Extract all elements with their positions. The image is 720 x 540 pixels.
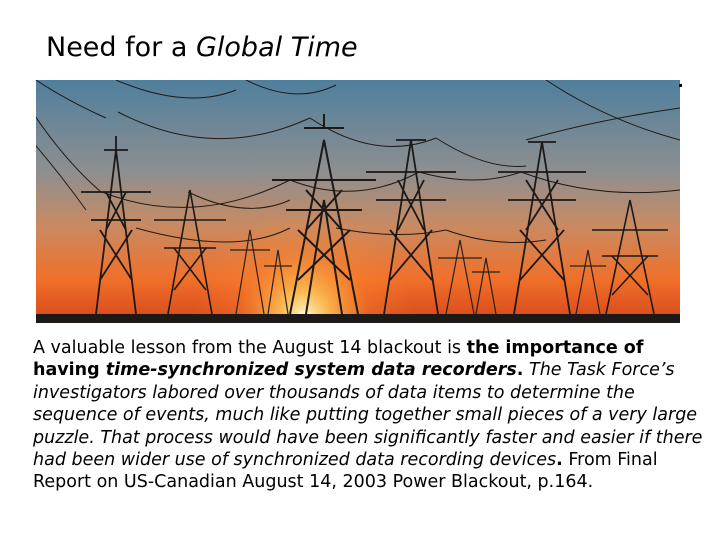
body-part-5: The Task Force’s investigators labored over thousands of data items to determine the sequence of events, much like putting together small pieces of a very large puzzle. That process would have been significantly faster and easier if there had been wider use of synchronized data recording devices: [33, 360, 703, 471]
ground: [36, 314, 680, 323]
title-prefix: Need for a: [46, 32, 196, 63]
body-part-3: time-synchronized system data recorders: [105, 360, 517, 381]
body-paragraph: [33, 337, 705, 494]
power-lines-sunset-photo: [36, 80, 680, 323]
body-part-2: the importance of having: [33, 338, 644, 381]
title-emphasis: Global Time: [195, 32, 358, 63]
body-part-1: A valuable lesson from the August 14 blackout is: [33, 338, 467, 358]
body-part-4: .: [516, 360, 524, 381]
body-part-7: From Final Report on US-Canadian August 14, 2003 Power Blackout, p.164.: [33, 450, 658, 493]
body-part-6: .: [556, 450, 563, 471]
slide-title: [46, 28, 358, 68]
corner-marker: [679, 84, 682, 87]
